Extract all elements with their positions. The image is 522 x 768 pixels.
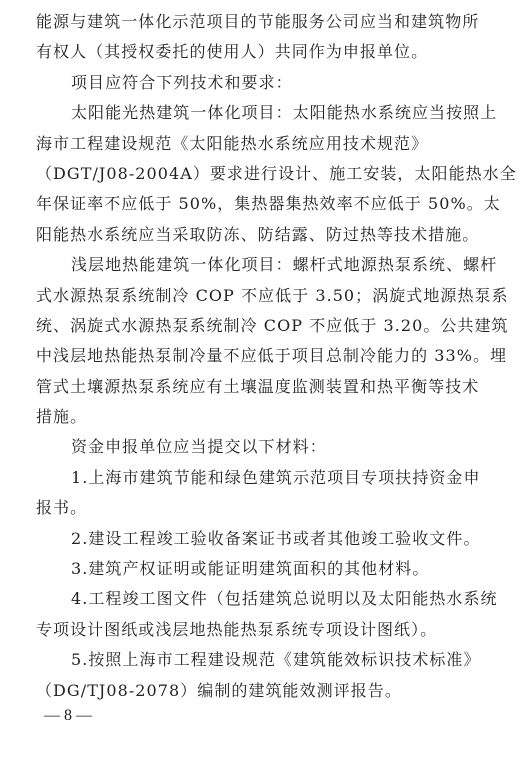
document-body [36, 7, 517, 706]
paragraph [36, 584, 498, 645]
text-line: 措施。 [36, 407, 88, 427]
text-line: 专项设计图纸或浅层地热能热泵系统专项设计图纸）。 [36, 619, 438, 639]
text-line: 海市工程建设规范《太阳能热水系统应用技术规范》 [36, 133, 429, 153]
text-line: 4.工程竣工图文件（包括建筑总说明以及太阳能热水系统 [71, 589, 498, 609]
paragraph [36, 250, 509, 432]
text-line: 中浅层地热能热泵制冷量不应低于项目总制冷能力的 33%。埋 [36, 346, 508, 366]
text-line: （DG/TJ08-2078）编制的建筑能效测评报告。 [36, 680, 402, 700]
paragraph [36, 7, 482, 68]
text-line: 阳能热水系统应当采取防冻、防结露、防过热等技术措施。 [36, 224, 480, 244]
text-line: 能源与建筑一体化示范项目的节能服务公司应当和建筑物所 [36, 12, 480, 31]
paragraph [36, 463, 482, 524]
text-line: 3.建筑产权证明或能证明建筑面积的其他材料。 [71, 559, 430, 579]
text-line: 统、涡旋式水源热泵系统制冷 COP 不应低于 3.20。公共建筑 [36, 315, 509, 335]
text-line: 太阳能光热建筑一体化项目：太阳能热水系统应当按照上 [71, 103, 498, 123]
text-line: 1.上海市建筑节能和绿色建筑示范项目专项扶持资金申 [71, 467, 481, 487]
paragraph [36, 645, 482, 706]
text-line: 管式土壤源热泵系统应有土壤温度监测装置和热平衡等技术 [36, 376, 480, 396]
text-line: 有权人（其授权委托的使用人）共同作为申报单位。 [36, 42, 429, 62]
text-line: 年保证率不应低于 50%，集热器集热效率不应低于 50%。太 [36, 194, 501, 214]
text-line: 浅层地热能建筑一体化项目：螺杆式地源热泵系统、螺杆 [71, 255, 498, 275]
text-line: 资金申报单位应当提交以下材料： [71, 437, 327, 457]
paragraph [36, 68, 482, 98]
paragraph [36, 432, 482, 462]
text-line: 式水源热泵系统制冷 COP 不应低于 3.50；涡旋式地源热泵系 [36, 285, 509, 305]
paragraph [36, 524, 482, 554]
text-line: 项目应符合下列技术和要求： [71, 72, 293, 92]
paragraph [36, 554, 482, 584]
page-number: — 8 — [44, 707, 92, 724]
paragraph [36, 98, 517, 250]
text-line: 2.建设工程竣工验收备案证书或者其他竣工验收文件。 [71, 528, 481, 548]
text-line: 5.按照上海市工程建设规范《建筑能效标识技术标准》 [71, 650, 481, 670]
text-line: 报书。 [36, 498, 88, 518]
text-line: （DGT/J08-2004A）要求进行设计、施工安装，太阳能热水全 [36, 163, 517, 183]
